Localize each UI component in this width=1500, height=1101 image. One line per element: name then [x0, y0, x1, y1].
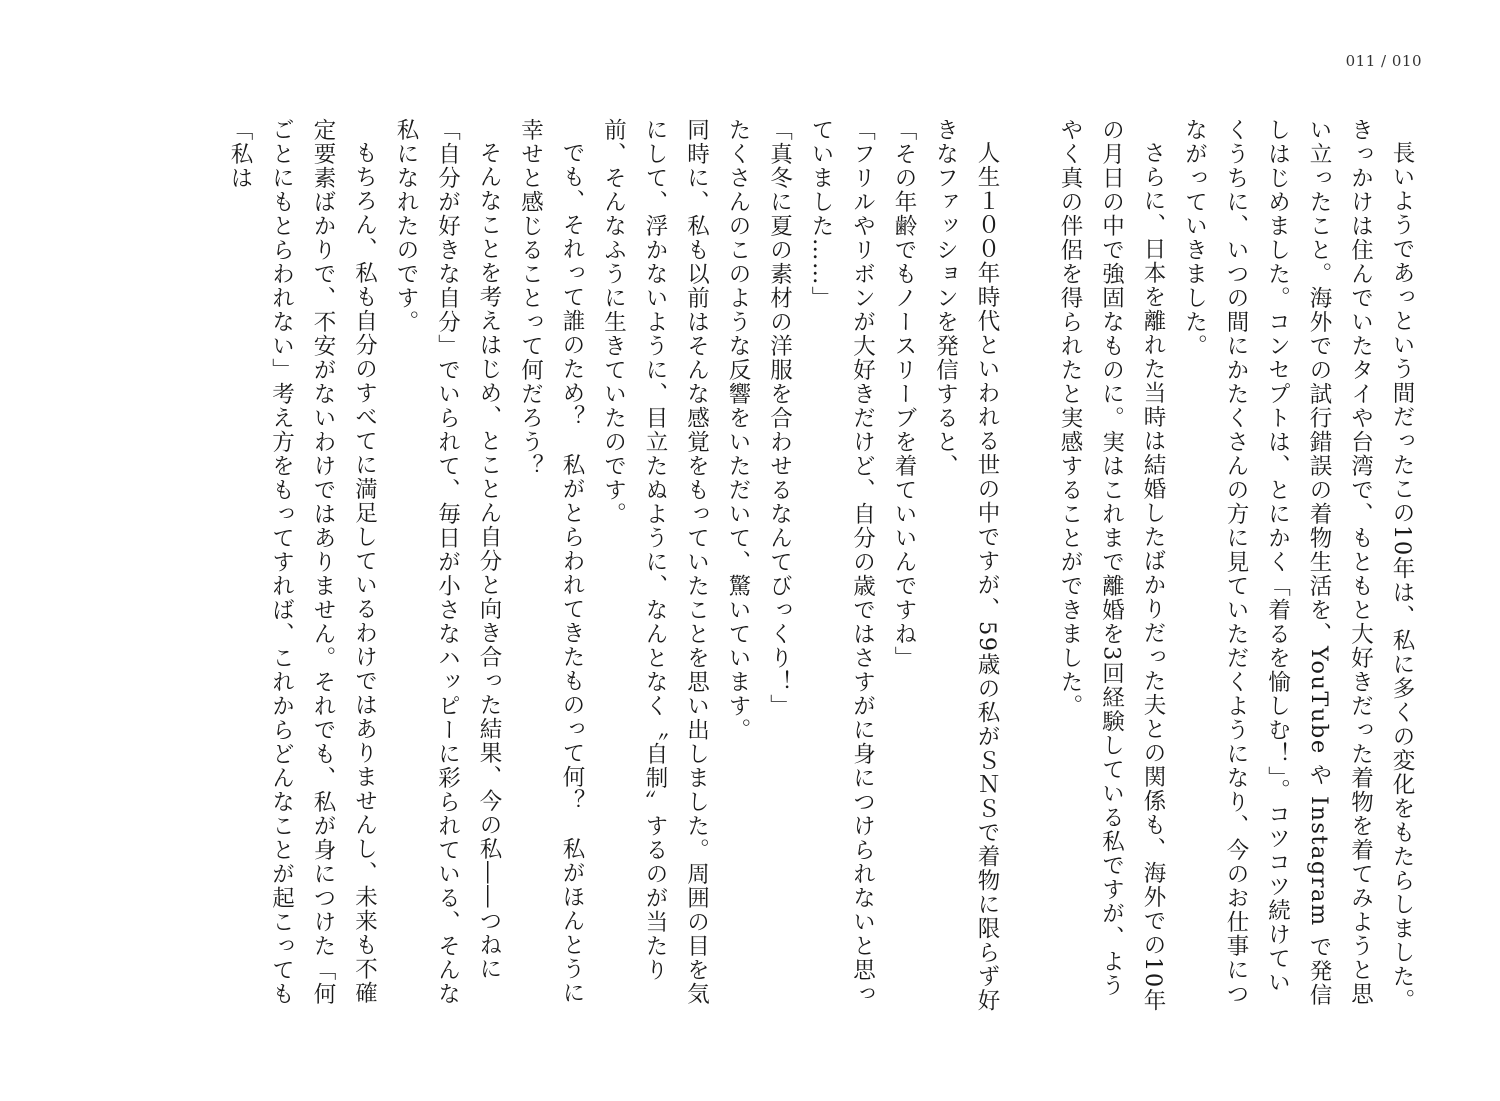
paragraph-4: たくさんのこのような反響をいただいて、驚いています。: [725, 118, 751, 742]
paragraph-6: でも、それって誰のため？ 私がとらわれてきたものって何？ 私がほんとうに幸せと感じることって何だろう？: [517, 118, 585, 1005]
quote-2: 「フリルやリボンが大好きだけど、自分の歳ではさすがに身につけられないと思っていました……」: [808, 118, 876, 1006]
quote-3: 「真冬に夏の素材の洋服を合わせるなんてびっくり！」: [766, 118, 793, 718]
page-number: 011 / 010: [1345, 52, 1422, 70]
paragraph-1: 長いようであっという間だったこの10年は、私に多くの変化をもたらしました。きっかけは住んでいたタイや台湾で、もともと大好きだった着物を着てみようと思い立ったこと。海外での試行錯誤の着物生活を、YouTube や Instagram で発信しはじめました。コンセプトは、とにかく「着るを愉しむ！」。コツコツ続けていくうちに、いつの間にかたくさんの方に見ていただくようになり、今のお仕事につながっていきました。: [1181, 118, 1415, 1013]
paragraph-8: もちろん、私も自分のすべてに満足しているわけではありませんし、未来も不確定要素ばかりで、不安がないわけではありません。それでも、私が身につけた「何ごとにもとらわれない」考え方をもってすれば、これからどんなことが起こっても「私は: [227, 118, 378, 1006]
paragraph-gap: [1007, 118, 1049, 1018]
body-text: [76, 118, 1422, 1018]
paragraph-7: そんなことを考えはじめ、とことん自分と向き合った結果、今の私――つねに「自分が好きな自分」でいられて、毎日が小さなハッピーに彩られている、そんな私になれたのです。: [393, 118, 502, 1006]
paragraph-5: 同時に、私も以前はそんな感覚をもっていたことを思い出しました。周囲の目を気にして、浮かないように、目立たぬように、なんとなく〝自制〟するのが当たり前、そんなふうに生きていたのです。: [600, 118, 710, 1006]
paragraph-3: 人生１００年時代といわれる世の中ですが、59歳の私がＳＮＳで着物に限らず好きなファッションを発信すると、: [932, 118, 1000, 1013]
quote-1: 「その年齢でもノースリーブを着ていいんですね」: [891, 118, 917, 670]
paragraph-2: さらに、日本を離れた当時は結婚したばかりだった夫との関係も、海外での10年の月日の中で強固なものに。実はこれまで離婚を3回経験している私ですが、ようやく真の伴侶を得られたと実感することができました。: [1057, 118, 1166, 1013]
